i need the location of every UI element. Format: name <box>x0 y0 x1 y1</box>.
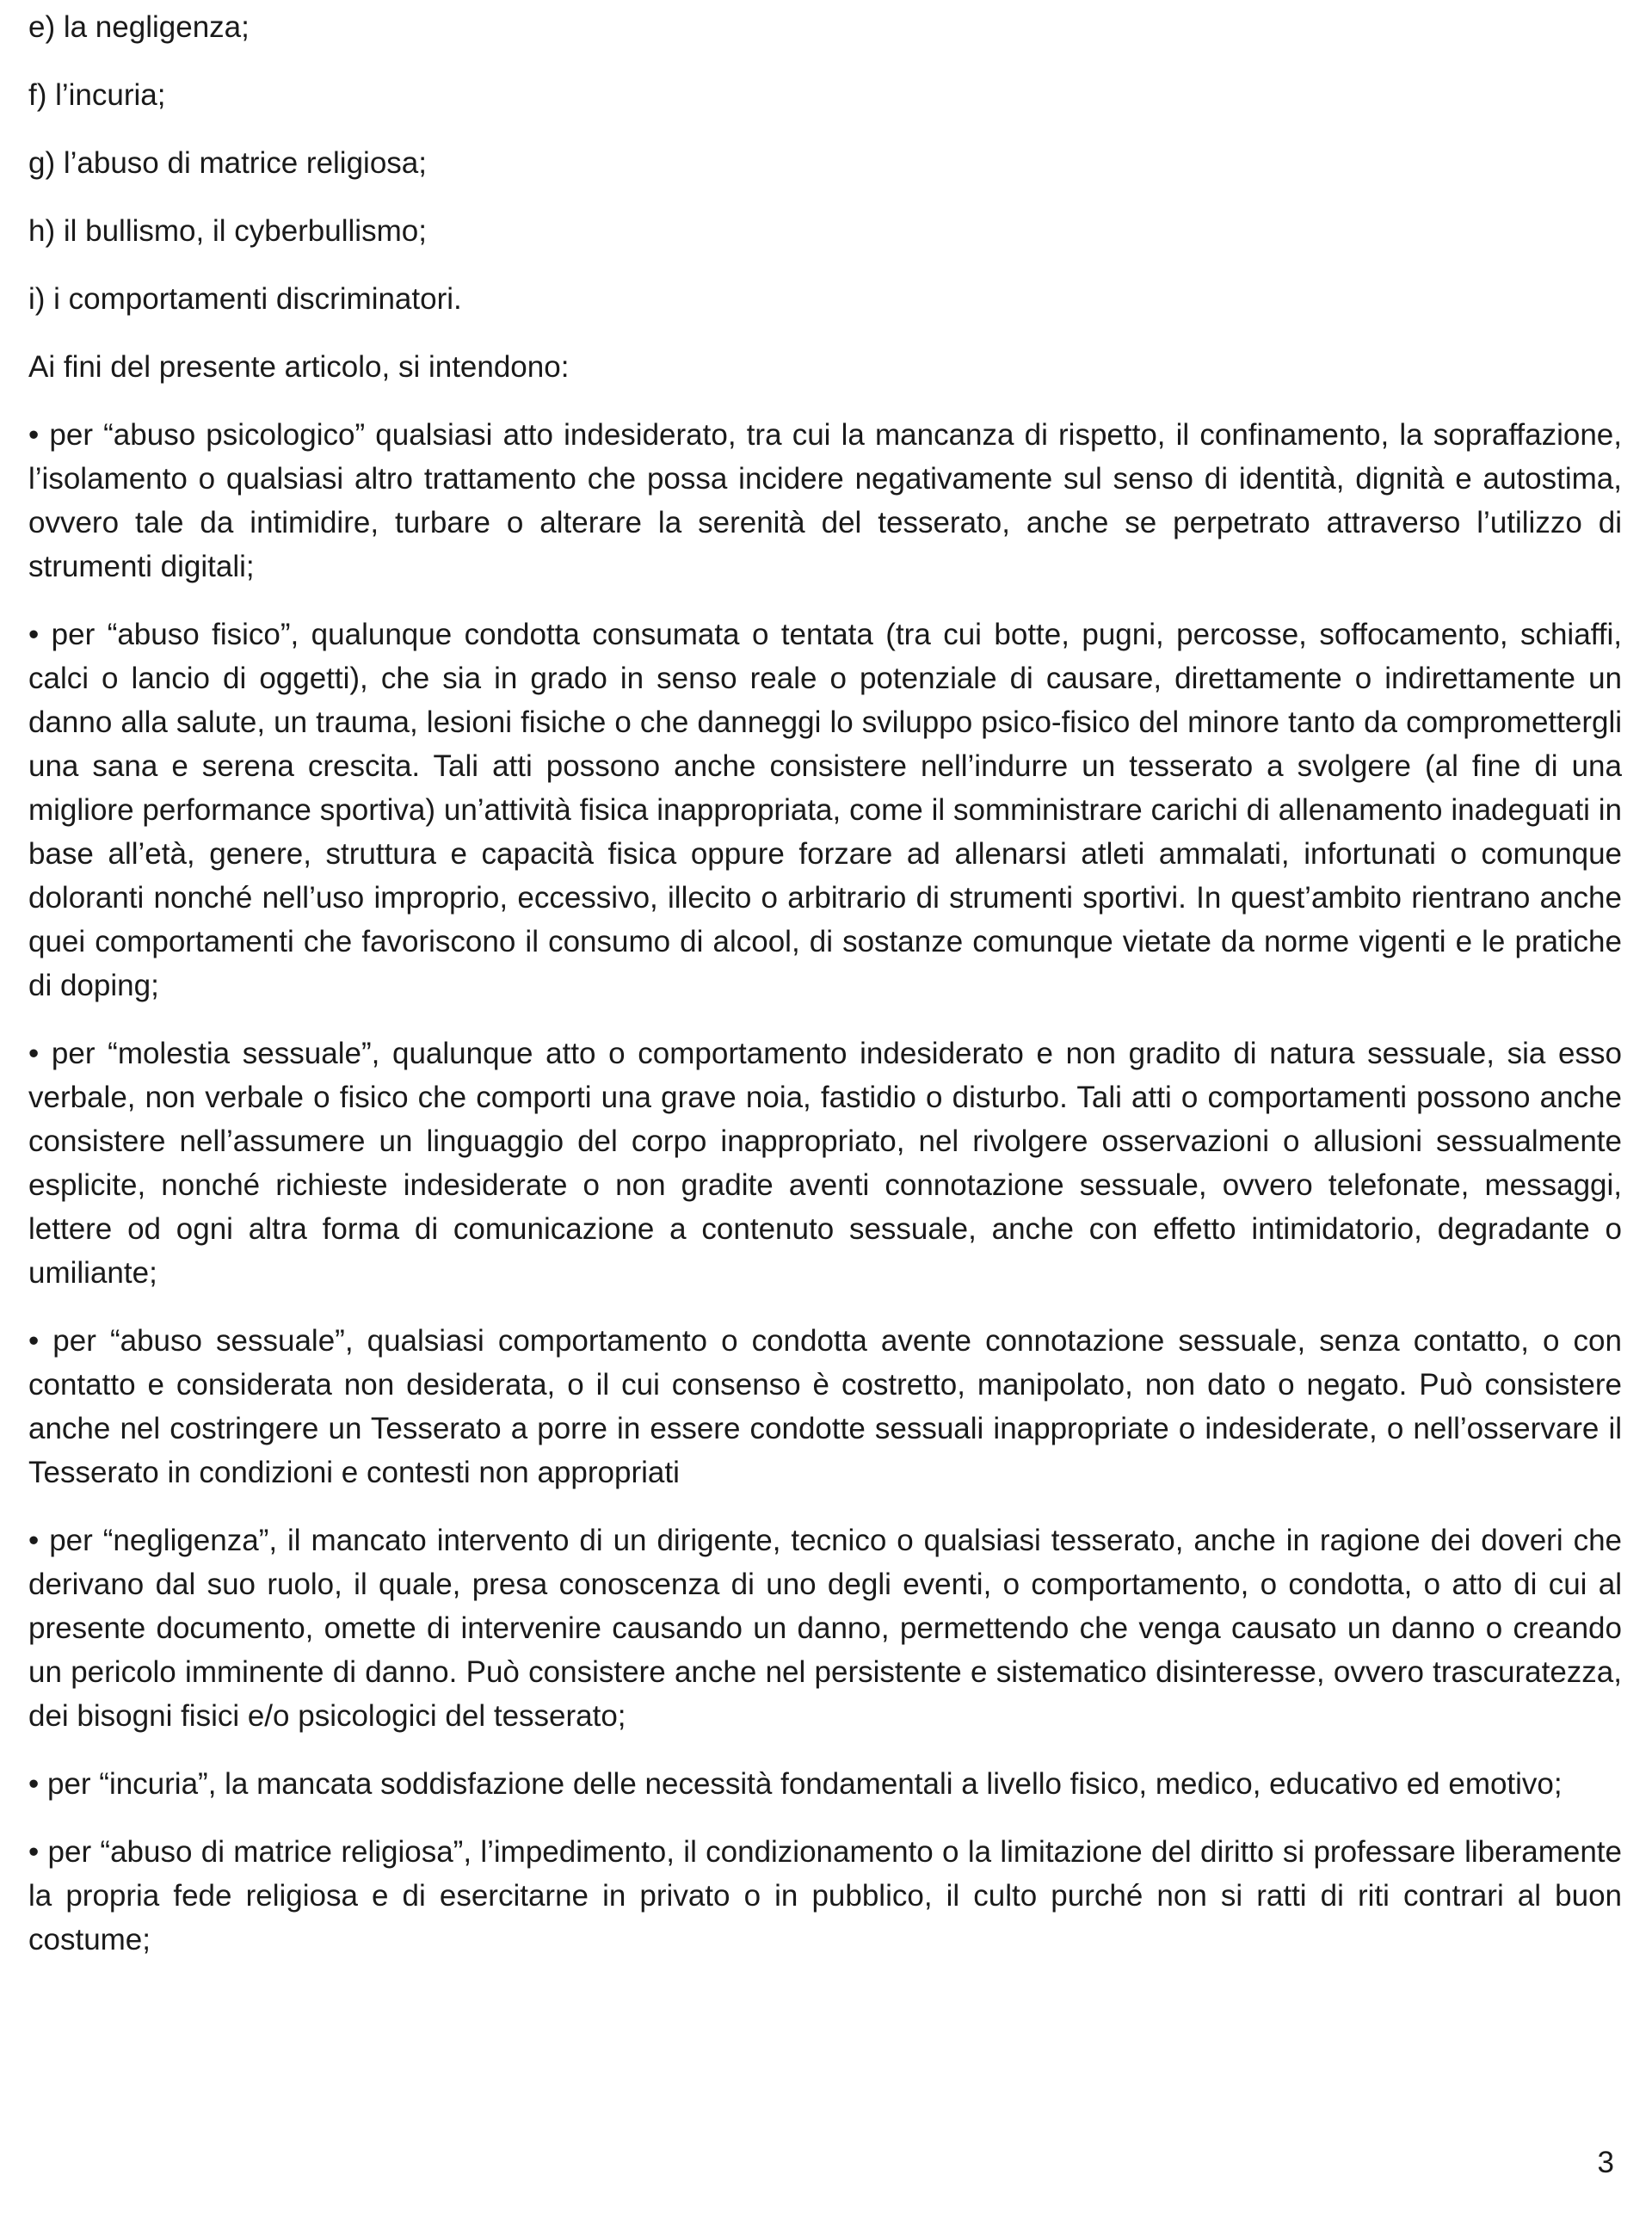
list-item-h: h) il bullismo, il cyberbullismo; <box>28 214 427 248</box>
definition-abuso-psicologico: • per “abuso psicologico” qualsiasi atto indesiderato, tra cui la mancanza di rispetto, il confinamento, la sopraffazione, l’isolamento o qualsiasi altro trattamento che possa incidere negativamente sul senso di identità, dignità e autostima, ovvero tale da intimidire, turbare o alterare la serenità del tesserato, anche se perpetrato attraverso l’utilizzo di strumenti digitali; <box>28 418 1622 583</box>
intro-paragraph: Ai fini del presente articolo, si intendono: <box>28 350 570 384</box>
document-page <box>28 5 1622 1986</box>
list-item-f: f) l’incuria; <box>28 78 166 112</box>
list-item-e: e) la negligenza; <box>28 10 250 44</box>
definition-abuso-religioso: • per “abuso di matrice religiosa”, l’impedimento, il condizionamento o la limitazione del diritto si professare liberamente la propria fede religiosa e di esercitarne in privato o in pubblico, il culto purché non si ratti di riti contrari al buon costume; <box>28 1835 1622 1956</box>
page-number: 3 <box>1597 2146 1614 2179</box>
definition-incuria: • per “incuria”, la mancata soddisfazione delle necessità fondamentali a livello fisico, medico, educativo ed emotivo; <box>28 1767 1563 1801</box>
definition-molestia-sessuale: • per “molestia sessuale”, qualunque atto o comportamento indesiderato e non gradito di natura sessuale, sia esso verbale, non verbale o fisico che comporti una grave noia, fastidio o disturbo. Tali atti o comportamenti possono anche consistere nell’assumere un linguaggio del corpo inappropriato, nel rivolgere osservazioni o allusioni sessualmente esplicite, nonché richieste indesiderate o non gradite aventi connotazione sessuale, ovvero telefonate, messaggi, lettere od ogni altra forma di comunicazione a contenuto sessuale, anche con effetto intimidatorio, degradante o umiliante; <box>28 1037 1622 1290</box>
definition-negligenza: • per “negligenza”, il mancato intervento di un dirigente, tecnico o qualsiasi tesserato, anche in ragione dei doveri che derivano dal suo ruolo, il quale, presa conoscenza di uno degli eventi, o comportamento, o condotta, o atto di cui al presente documento, omette di intervenire causando un danno, permettendo che venga causato un danno o creando un pericolo imminente di danno. Può consistere anche nel persistente e sistematico disinteresse, ovvero trascuratezza, dei bisogni fisici e/o psicologici del tesserato; <box>28 1524 1622 1733</box>
list-item-g: g) l’abuso di matrice religiosa; <box>28 146 427 180</box>
definition-abuso-fisico: • per “abuso fisico”, qualunque condotta consumata o tentata (tra cui botte, pugni, percosse, soffocamento, schiaffi, calci o lancio di oggetti), che sia in grado in senso reale o potenziale di causare, direttamente o indirettamente un danno alla salute, un trauma, lesioni fisiche o che danneggi lo sviluppo psico-fisico del minore tanto da compromettergli una sana e serena crescita. Tali atti possono anche consistere nell’indurre un tesserato a svolgere (al fine di una migliore performance sportiva) un’attività fisica inappropriata, come il somministrare carichi di allenamento inadeguati in base all’età, genere, struttura e capacità fisica oppure forzare ad allenarsi atleti ammalati, infortunati o comunque doloranti nonché nell’uso improprio, eccessivo, illecito o arbitrario di strumenti sportivi. In quest’ambito rientrano anche quei comportamenti che favoriscono il consumo di alcool, di sostanze comunque vietate da norme vigenti e le pratiche di doping; <box>28 618 1622 1002</box>
list-item-i: i) i comportamenti discriminatori. <box>28 282 462 316</box>
definition-abuso-sessuale: • per “abuso sessuale”, qualsiasi comportamento o condotta avente connotazione sessuale, senza contatto, o con contatto e considerata non desiderata, o il cui consenso è costretto, manipolato, non dato o negato. Può consistere anche nel costringere un Tesserato a porre in essere condotte sessuali inappropriate o indesiderate, o nell’osservare il Tesserato in condizioni e contesti non appropriati <box>28 1324 1622 1489</box>
